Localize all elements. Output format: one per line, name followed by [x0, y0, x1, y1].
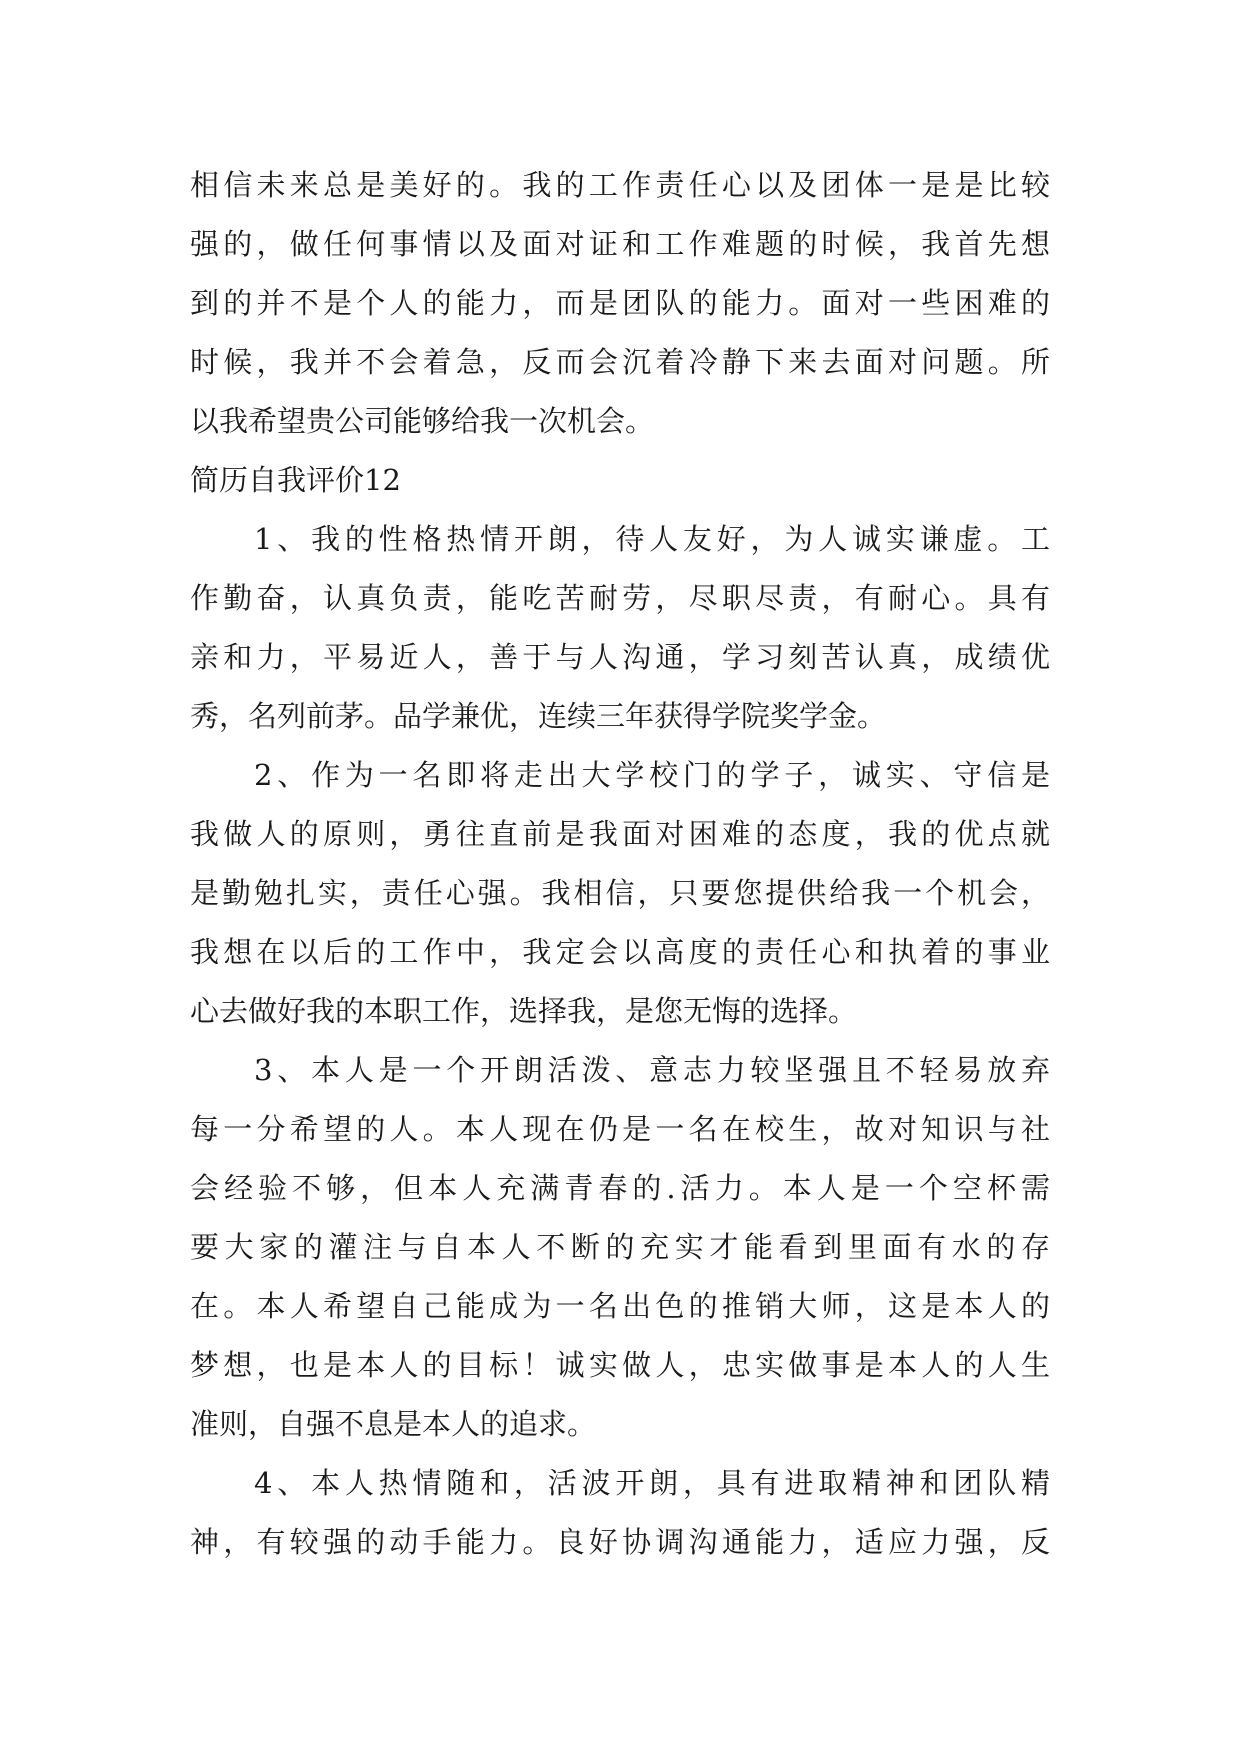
text-line: 心去做好我的本职工作，选择我，是您无悔的选择。 [190, 994, 858, 1028]
text-line: 4、本人热情随和，活波开朗，具有进取精神和团队精 [254, 1466, 1050, 1500]
text-line: 强的，做任何事情以及面对证和工作难题的时候，我首先想 [190, 227, 1050, 261]
text-line: 要大家的灌注与自本人不断的充实才能看到里面有水的存 [190, 1230, 1050, 1264]
text-line: 3、本人是一个开朗活泼、意志力较坚强且不轻易放弃 [254, 1053, 1050, 1087]
text-line: 2、作为一名即将走出大学校门的学子，诚实、守信是 [254, 758, 1050, 792]
text-line: 我想在以后的工作中，我定会以高度的责任心和执着的事业 [190, 935, 1050, 969]
text-line: 我做人的原则，勇往直前是我面对困难的态度，我的优点就 [190, 817, 1050, 851]
paragraph-2 [190, 746, 1050, 1041]
text-line: 作勤奋，认真负责，能吃苦耐劳，尽职尽责，有耐心。具有 [190, 581, 1050, 615]
text-line: 是勤勉扎实，责任心强。我相信，只要您提供给我一个机会， [190, 876, 1050, 910]
text-line: 准则，自强不息是本人的追求。 [190, 1407, 597, 1441]
text-line: 时候，我并不会着急，反而会沉着冷静下来去面对问题。所 [190, 345, 1050, 379]
section-heading: 简历自我评价12 [190, 463, 401, 497]
intro-paragraph [190, 156, 1050, 451]
text-line: 亲和力，平易近人，善于与人沟通，学习刻苦认真，成绩优 [190, 640, 1050, 674]
text-line: 神，有较强的动手能力。良好协调沟通能力，适应力强，反 [190, 1525, 1050, 1559]
document-body [190, 156, 1050, 1572]
text-line: 相信未来总是美好的。我的工作责任心以及团体一是是比较 [190, 168, 1050, 202]
text-line: 每一分希望的人。本人现在仍是一名在校生，故对知识与社 [190, 1112, 1050, 1146]
text-line: 1、我的性格热情开朗，待人友好，为人诚实谦虚。工 [254, 522, 1050, 556]
text-line: 梦想，也是本人的目标！诚实做人，忠实做事是本人的人生 [190, 1348, 1050, 1382]
text-line: 到的并不是个人的能力，而是团队的能力。面对一些困难的 [190, 286, 1050, 320]
text-line: 秀，名列前茅。品学兼优，连续三年获得学院奖学金。 [190, 699, 887, 733]
text-line: 在。本人希望自己能成为一名出色的推销大师，这是本人的 [190, 1289, 1050, 1323]
text-line: 以我希望贵公司能够给我一次机会。 [190, 404, 655, 438]
paragraph-3 [190, 1041, 1050, 1454]
paragraph-1 [190, 510, 1050, 746]
paragraph-4 [190, 1454, 1050, 1572]
text-line: 会经验不够，但本人充满青春的.活力。本人是一个空杯需 [190, 1171, 1050, 1205]
